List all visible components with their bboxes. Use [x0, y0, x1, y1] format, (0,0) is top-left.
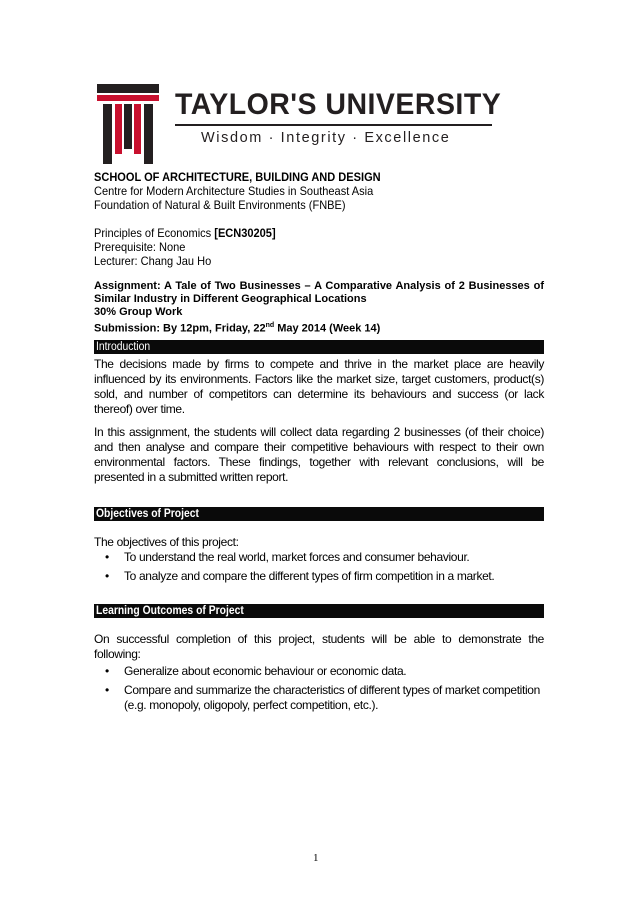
- outcomes-intro: On successful completion of this project, students will be able to demonstrate the following:: [94, 631, 544, 661]
- university-motto: Wisdom · Integrity · Excellence: [201, 130, 451, 146]
- section-heading-objectives: Objectives of Project: [94, 507, 544, 521]
- centre-name: Centre for Modern Architecture Studies in Southeast Asia: [94, 184, 374, 198]
- foundation-name: Foundation of Natural & Built Environments (FNBE): [94, 198, 346, 212]
- assignment-weight: 30% Group Work: [94, 306, 183, 318]
- course-code: [ECN30205]: [214, 226, 276, 240]
- submission-deadline: Submission: By 12pm, Friday, 22nd May 2014 (Week 14): [94, 322, 381, 335]
- objectives-intro: The objectives of this project:: [94, 534, 239, 549]
- page-number: 1: [313, 852, 319, 864]
- university-crest-icon: [97, 84, 159, 164]
- prerequisite: Prerequisite: None: [94, 240, 186, 254]
- course-title: Principles of Economics: [94, 226, 215, 240]
- course-line: [94, 226, 508, 240]
- introduction-paragraph-2: In this assignment, the students will collect data regarding 2 businesses (of their choice) and then analyse and compare their competitive behaviours with respect to their own environmental factors. These findings, together with relevant conclusions, will be presented in a submitted written report.: [94, 424, 544, 484]
- school-name: SCHOOL OF ARCHITECTURE, BUILDING AND DESIGN: [94, 170, 381, 184]
- university-name: TAYLOR'S UNIVERSITY: [175, 88, 502, 121]
- list-item: • To understand the real world, market forces and consumer behaviour.: [105, 549, 470, 564]
- introduction-paragraph-1: The decisions made by firms to compete and thrive in the market place are heavily influenced by its environments. Factors like the market size, target customers, product(s) sold, and number of competitors can determine its behaviours and success (or lack thereof) over time.: [94, 356, 544, 416]
- objectives-list: [94, 550, 544, 584]
- university-logo: [97, 84, 502, 164]
- lecturer: Lecturer: Chang Jau Ho: [94, 254, 212, 268]
- section-heading-introduction: Introduction: [94, 340, 544, 354]
- outcomes-list: [94, 664, 544, 713]
- list-item: • To analyze and compare the different types of firm competition in a market.: [105, 568, 495, 583]
- list-item: • Compare and summarize the characteristics of different types of market competition (e.g. monopoly, oligopoly, perfect competition, etc.).: [105, 682, 540, 712]
- assignment-title: Assignment: A Tale of Two Businesses – A Comparative Analysis of 2 Businesses of Similar Industry in Different Geographical Locations: [94, 280, 544, 305]
- logo-divider: [175, 124, 492, 126]
- document-body: [94, 170, 544, 713]
- list-item: • Generalize about economic behaviour or economic data.: [105, 663, 407, 678]
- section-heading-learning-outcomes: Learning Outcomes of Project: [94, 604, 544, 618]
